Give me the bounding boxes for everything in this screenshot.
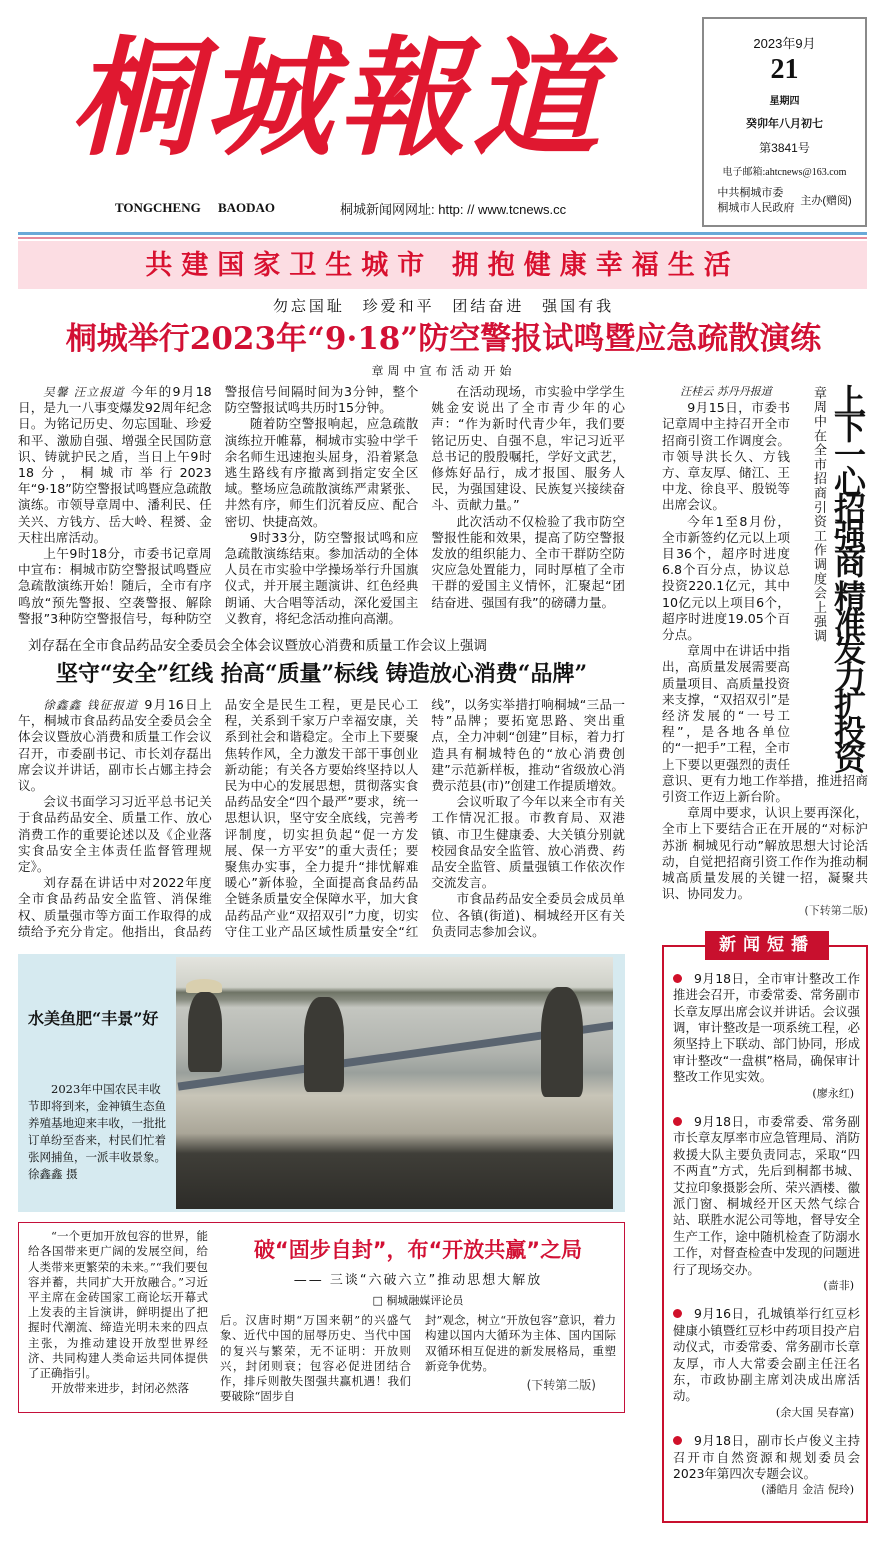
issue-day: 21 [770,54,799,85]
article-paragraph: 在活动现场，市实验中学学生姚金安说出了全市青少年的心声：“作为新时代青少年，我们要铭记历史、自强不息，牢记习近平总书记的殷殷嘱托，学好文武艺，修炼好品行，成才报国、服务人民，为强国建设、民族复兴接续奋斗、贡献力量。” [431,384,625,513]
investment-subhead: 章周中在全市招商引资工作调度会上强调 [811,386,826,644]
article-paragraph: 随着防空警报响起，应急疏散演练拉开帷幕，桐城市实验中学千余名师生迅速抱头屈身，沿着紧急逃生路线有序撤离到指定安全区域。整场应急疏散演练严肃紧张、井然有序，师生们沉着反应、配合密切、快捷高效。 [224,416,419,529]
bullet-icon [673,1436,682,1445]
investment-byline: 汪桂云 苏丹丹报道 [680,385,772,398]
article-paragraph: 上午9时18分，市委书记章周中宣布：桐城市防空警报试鸣暨应急疏散演练开始！随后，全市有序鸣放“预先警报、空袭警报、解除警报”3种防空警报信号，每种防空警报信号间隔时间为3分钟，整个防空警报试鸣共历时15分钟。 [18,384,419,626]
food-headline[interactable]: 坚守“安全”红线 抬高“质量”标线 铸造放心消费“品牌” [55,661,588,688]
slogan-banner: 共建国家卫生城市 拥抱健康幸福生活 [18,241,867,289]
news-brief-item[interactable]: 9月16日，孔城镇举行红豆杉健康小镇暨红豆杉中药项目投产启动仪式，市委常委、常务副市长章友厚，市人大常委会副主任汪名东，市政协副主席刘决成出席活动。 (余大国 吴春富) [673,1306,860,1419]
commentary-columns [220,1313,616,1404]
left-column [18,384,625,1413]
bullet-icon [673,974,682,983]
article-paragraph: 会议书面学习习近平总书记关于食品药品安全、质量工作、放心消费工作的重要论述以及《企业落实食品安全主体责任监督管理规定》。 [18,794,212,875]
masthead-logo: 桐城報道 [70,24,607,174]
news-brief-item[interactable]: 9月18日，市委常委、常务副市长章友厚率市应急管理局、消防救援大队主要负责同志，采取“四不两直”方式，先后到桐都书城、艾拉印象摄影会所、荣兴酒楼、徽派门窗、桐城经开区天然气综合站、联胜水泥公司等地，督导安全生产工作，途中随机检查了防溺水工作，对督查检查中发现的问题进行了现场交办。 (啬非) [673,1113,860,1293]
lead-byline: 吴馨 汪立报道 [43,385,125,399]
commentary-box [18,1222,625,1413]
bullet-icon [673,1117,682,1126]
lead-article-body [18,384,625,627]
news-briefs-box [662,934,868,1523]
commentary-col-1 [28,1229,208,1404]
food-kicker: 刘存磊在全市食品药品安全委员会全体会议暨放心消费和质量工作会议上强调 [28,638,487,655]
issue-lunar-date: 癸卯年八月初七 [746,118,823,130]
continued-note[interactable]: (下转第二版) [804,903,868,917]
lead-subhead: 章周中宣布活动开始 [371,364,516,378]
photo-straw-hat [186,979,222,993]
photo-feature-title: 水美鱼肥“丰景”好 [28,1009,159,1029]
news-briefs-title: 新闻短播 [705,931,829,960]
article-paragraph: 会议听取了今年以来全市有关工作情况汇报。市教育局、双港镇、市卫生健康委、大关镇分别就校园食品安全监管、放心消费、药品安全监管、质量强镇工作依次作交流发言。 [431,794,625,891]
photo-fisherman-2 [304,997,344,1092]
photo-feature-panel [18,954,625,1212]
article-paragraph: 徐鑫鑫 钱征报道 9月16日上午，桐城市食品药品安全委员会全体会议暨放心消费和质量工作会议召开，市委副书记、市长刘存磊出席会议并讲话，副市长占娜主持会议。 [18,697,212,794]
issue-info-box [702,17,867,227]
article-paragraph: 章周中在讲话中指出，高质量发展需要高质量项目、高质量投资来支撑，“双招双引”是经济发展的“一号工程”，是各地各单位的“一把手”工程，全市上下要以更强烈的责任意识、更有力地工作举措，推进招商引资工作迈上新台阶。 [662,643,868,805]
publisher-note: 主办(赠阅) [800,194,852,207]
commentary-col-3: 封”观念，树立“开放包容”意识，着力构建以国内大循环为主体、国内国际双循环相互促进的新发展格局，重塑新竞争优势。 (下转第二版) [425,1313,616,1392]
bullet-icon [673,1309,682,1318]
commentary-author: □ 桐城融媒评论员 [372,1294,464,1308]
divider-blue [18,232,867,235]
article-paragraph: “一个更加开放包容的世界，能给各国带来更广阔的发展空间，给人类带来更繁荣的未来。”“我们要包容并蓄，共同扩大开放融合。”习近平主席在金砖国家工商论坛开幕式上发表的主旨演讲，鲜明提出了把握时代潮流、缔造光明未来的四点主张，为推动建设开放型世界经济、共同构建人类命运共同体提供了正确指引。 [28,1229,208,1380]
issue-year-month: 2023年9月 [753,36,816,51]
photo-caption: 2023年中国农民丰收节即将到来，金神镇生态鱼养殖基地迎来丰收，一批批订单纷至沓来，村民们忙着张网捕鱼，一派丰收景象。 徐鑫鑫 摄 [28,1082,166,1182]
lead-motto: 勿忘国耻 珍爱和平 团结奋进 强国有我 [272,297,615,315]
article-paragraph: 开放带来进步，封闭必然落 [51,1381,189,1396]
issue-email: 电子邮箱:ahtcnews@163.com [722,167,847,178]
news-briefs-list [673,971,860,1499]
masthead-pinyin: TONGCHENG BAODAO [115,200,276,215]
news-brief-item[interactable]: 9月18日，全市审计整改工作推进会召开，市委常委、常务副市长章友厚出席会议并讲话。会议强调，审计整改是一项系统工程，必须坚持上下联动、部门协同，形成审计整改“一盘棋”格局，确保审计整改工作见实效。 (廖永红) [673,970,860,1100]
article-paragraph: 今年1至8月份，全市新签约亿元以上项目36个，超序时进度6.8个百分点，协议总投资220.1亿元，其中10亿元以上项目6个，超序时进度19.05个百分点。 [662,513,790,643]
article-paragraph: 章周中要求，认识上要再深化，全市上下要结合正在开展的“对标沪苏浙 桐城见行动”解放思想大讨论活动，自觉把招商引资工作作为推动桐城高质量发展的关键一招，凝聚共识、协同发力。 [662,805,868,902]
investment-article [662,384,868,919]
commentary-main [220,1229,616,1404]
main-content [0,384,887,1541]
issue-weekday: 星期四 [769,96,800,107]
investment-headline[interactable]: 上下一心招强商 精准发力扩投资 [829,384,867,769]
commentary-subhead: —— 三谈“六破六立”推动思想大解放 [293,1273,543,1289]
lead-headline[interactable]: 桐城举行2023年“9·18”防空警报试鸣暨应急疏散演练 [65,321,822,357]
food-byline: 徐鑫鑫 钱征报道 [43,698,139,713]
news-brief-item[interactable]: 9月18日，副市长卢俊义主持召开市自然资源和规划委员会2023年第四次专题会议。 (潘皓月 金洁 倪玲) [673,1433,860,1497]
photo-feature-text [18,957,176,1209]
publisher-line-1: 中共桐城市委 [717,187,784,199]
investment-headline-block [794,384,868,768]
issue-number: 第3841号 [759,141,810,155]
article-paragraph: 吴馨 汪立报道 今年的9月18日，是九一八事变爆发92周年纪念日。为铭记历史、勿忘国耻、珍爱和平、激励自强、增强全民国防意识、铸就护民之盾，当日上午9时18分，桐城市举行2023年“9·18”防空警报试鸣暨应急疏散演练。市领导章周中、潘利民、任关兴、方钱方、岳大岭、程赟、金天柱出席活动。 [18,384,212,545]
right-column [662,384,868,1523]
article-paragraph: 刘存磊在讲话中对2022年度全市食品药品安全监管、消保维权、质量强市等方面工作取得的成绩给予充分肯定。他指出，食品药品安全是民生工程，更是民心工程，关系到千家万户幸福安康，关系到社会和谐稳定。全市上下要聚焦转作风，全力激发干部干事创业新动能；有关各方要始终坚持以人民为中心的发展思想，贯彻落实食品药品安全“四个最严”要求，统一思想认识，坚守安全底线，完善考评制度，切实担负起“促一方发展、保一方平安”的重大责任；要聚焦办实事，全力提升“排忧解难暖心”新体验，全面提高食品药品全链条质量安全保障水平，加大食品药品产业“双招双引”力度，切实守住工业产品区域性质量安全“红线”，以务实举措打响桐城“三品一特”品牌；要拓宽思路、突出重点，全力冲刺“创建”目标，着力打造具有桐城特色的“放心消费创建”示范新样板，推动“省级放心消费示范县(市)”创建工作提质增效。 [18,697,625,939]
continued-note[interactable]: (下转第二版) [526,1377,596,1392]
photo-credit: 徐鑫鑫 摄 [28,1167,78,1182]
article-paragraph: 9时33分，防空警报试鸣和应急疏散演练结束。参加活动的全体人员在市实验中学操场举行升国旗仪式，并开展主题演讲、红色经典朗诵、大合唱等活动，深化爱国主义教育，将纪念活动推向高潮。 [224,529,419,626]
article-paragraph: 此次活动不仅检验了我市防空警报性能和效果，提高了防空警报发放的组织能力、全市干群防空防灾应急处置能力，同时厚植了全市干群的爱国主义情怀，汇聚起“团结奋进、强国有我”的磅礴力量。 [431,513,625,610]
publisher-line-2: 桐城市人民政府 [717,202,795,214]
commentary-col-2: 后。汉唐时期“万国来朝”的兴盛气象、近代中国的屈辱历史、当代中国的复兴与繁荣，无不证明：开放则兴，封闭则衰；包容必促进团结合作，排斥则散失图强共赢机遇！我们要破除“固步自 [220,1313,411,1404]
divider-pink [18,237,867,239]
commentary-headline[interactable]: 破“固步自封”，布“开放共赢”之局 [253,1238,583,1263]
publisher-info [704,186,865,216]
photo-fisherman-3 [541,987,583,1097]
fish-harvest-photo[interactable] [176,957,613,1209]
website-link[interactable]: 桐城新闻网网址: http: // www.tcnews.cc [340,202,567,217]
photo-fisherman-1 [188,992,222,1072]
masthead [0,0,887,292]
food-article-body [18,697,625,940]
article-paragraph: 市食品药品安全委员会成员单位、各镇(街道)、桐城经开区有关负责同志参加会议。 [431,891,625,939]
article-paragraph: 9月15日，市委书记章周中主持召开全市招商引资工作调度会。市领导洪长久、方钱方、章友厚、储江、王中龙、徐良平、殷锐等出席会议。 [662,400,790,513]
